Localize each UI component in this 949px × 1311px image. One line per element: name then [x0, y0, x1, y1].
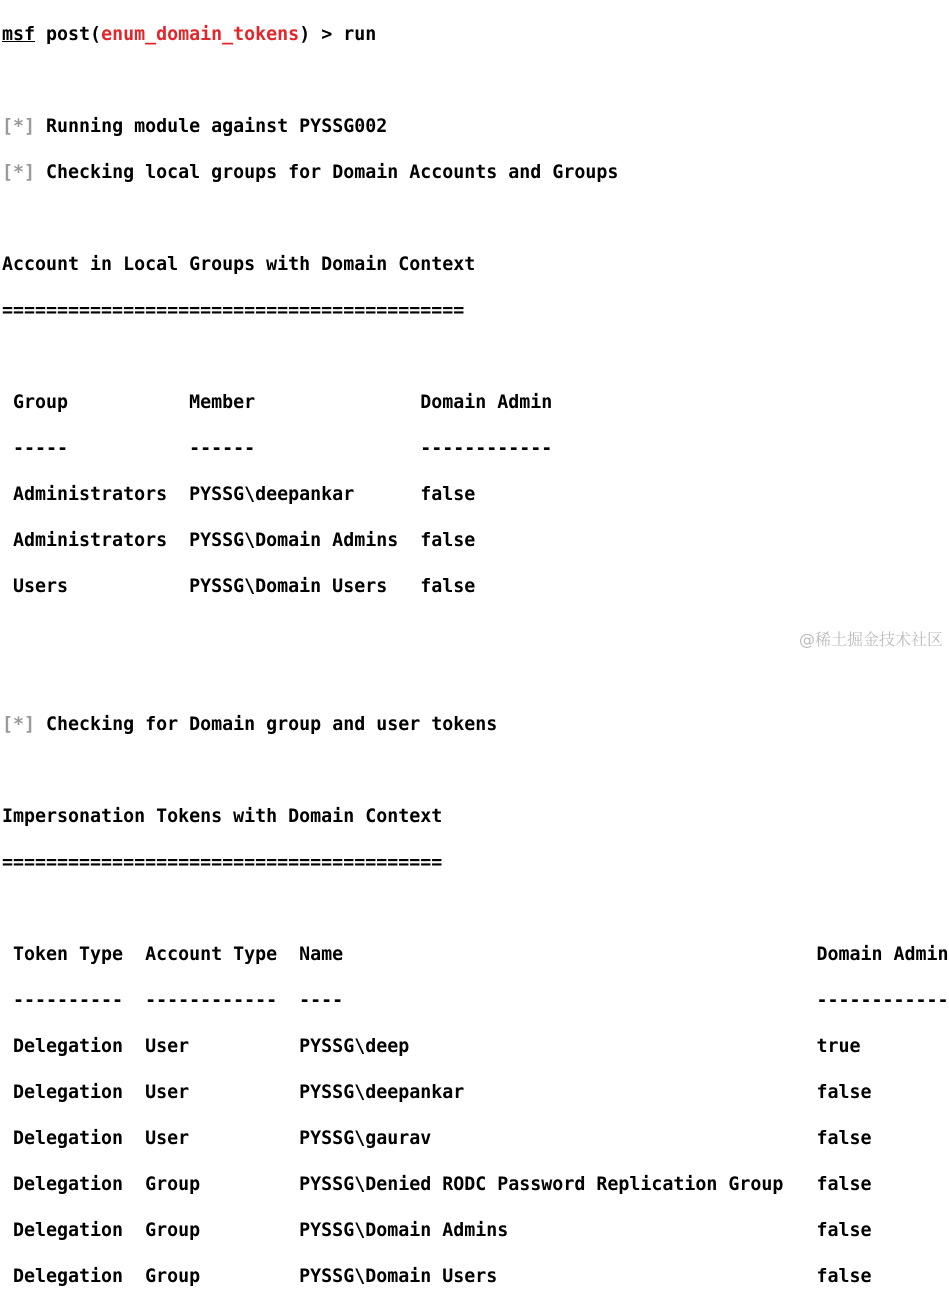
local-groups-separator: ----- ------ ------------	[2, 438, 553, 459]
blank-line	[2, 69, 947, 92]
table-row: Administrators PYSSG\deepankar false	[2, 484, 476, 505]
status-line-running	[2, 115, 947, 138]
status-text: Running module against PYSSG002	[35, 116, 388, 137]
table-row: Administrators PYSSG\Domain Admins false	[2, 530, 476, 551]
table-row: Delegation User PYSSG\deep true	[2, 1036, 861, 1057]
blank-line	[2, 207, 947, 230]
prompt-msf: msf	[2, 24, 36, 45]
local-groups-underline: ==========================================	[2, 300, 465, 321]
prompt-module-name: enum_domain_tokens	[101, 24, 300, 45]
blank-line	[2, 897, 947, 920]
table-row: Delegation Group PYSSG\Domain Users false	[2, 1266, 872, 1287]
status-text: Checking local groups for Domain Accounts and Groups	[35, 162, 619, 183]
local-groups-title: Account in Local Groups with Domain Context	[2, 254, 476, 275]
tokens-separator: ---------- ------------ ---- ------------	[2, 990, 949, 1011]
blank-line	[2, 667, 947, 690]
local-groups-header: Group Member Domain Admin	[2, 392, 553, 413]
status-marker: [*]	[2, 116, 36, 137]
blank-line	[2, 345, 947, 368]
table-row: Delegation User PYSSG\deepankar false	[2, 1082, 872, 1103]
prompt-post-suffix: ) > run	[299, 24, 377, 45]
table-row: Delegation Group PYSSG\Domain Admins false	[2, 1220, 872, 1241]
table-row: Delegation User PYSSG\gaurav false	[2, 1128, 872, 1149]
status-line-checking-tokens	[2, 713, 947, 736]
terminal-output	[2, 0, 949, 1287]
tokens-header: Token Type Account Type Name Domain Admin	[2, 944, 949, 965]
prompt-post-prefix: post(	[35, 24, 102, 45]
status-marker: [*]	[2, 714, 36, 735]
table-row: Delegation Group PYSSG\Denied RODC Password Replication Group false	[2, 1174, 872, 1195]
command-prompt-line	[2, 23, 947, 46]
table-row: Users PYSSG\Domain Users false	[2, 576, 476, 597]
watermark: @稀土掘金技术社区	[798, 630, 943, 649]
status-text: Checking for Domain group and user tokens	[35, 714, 498, 735]
blank-line	[2, 759, 947, 782]
status-marker: [*]	[2, 162, 36, 183]
tokens-underline: ========================================	[2, 852, 443, 873]
status-line-checking-local	[2, 161, 947, 184]
tokens-title: Impersonation Tokens with Domain Context	[2, 806, 443, 827]
